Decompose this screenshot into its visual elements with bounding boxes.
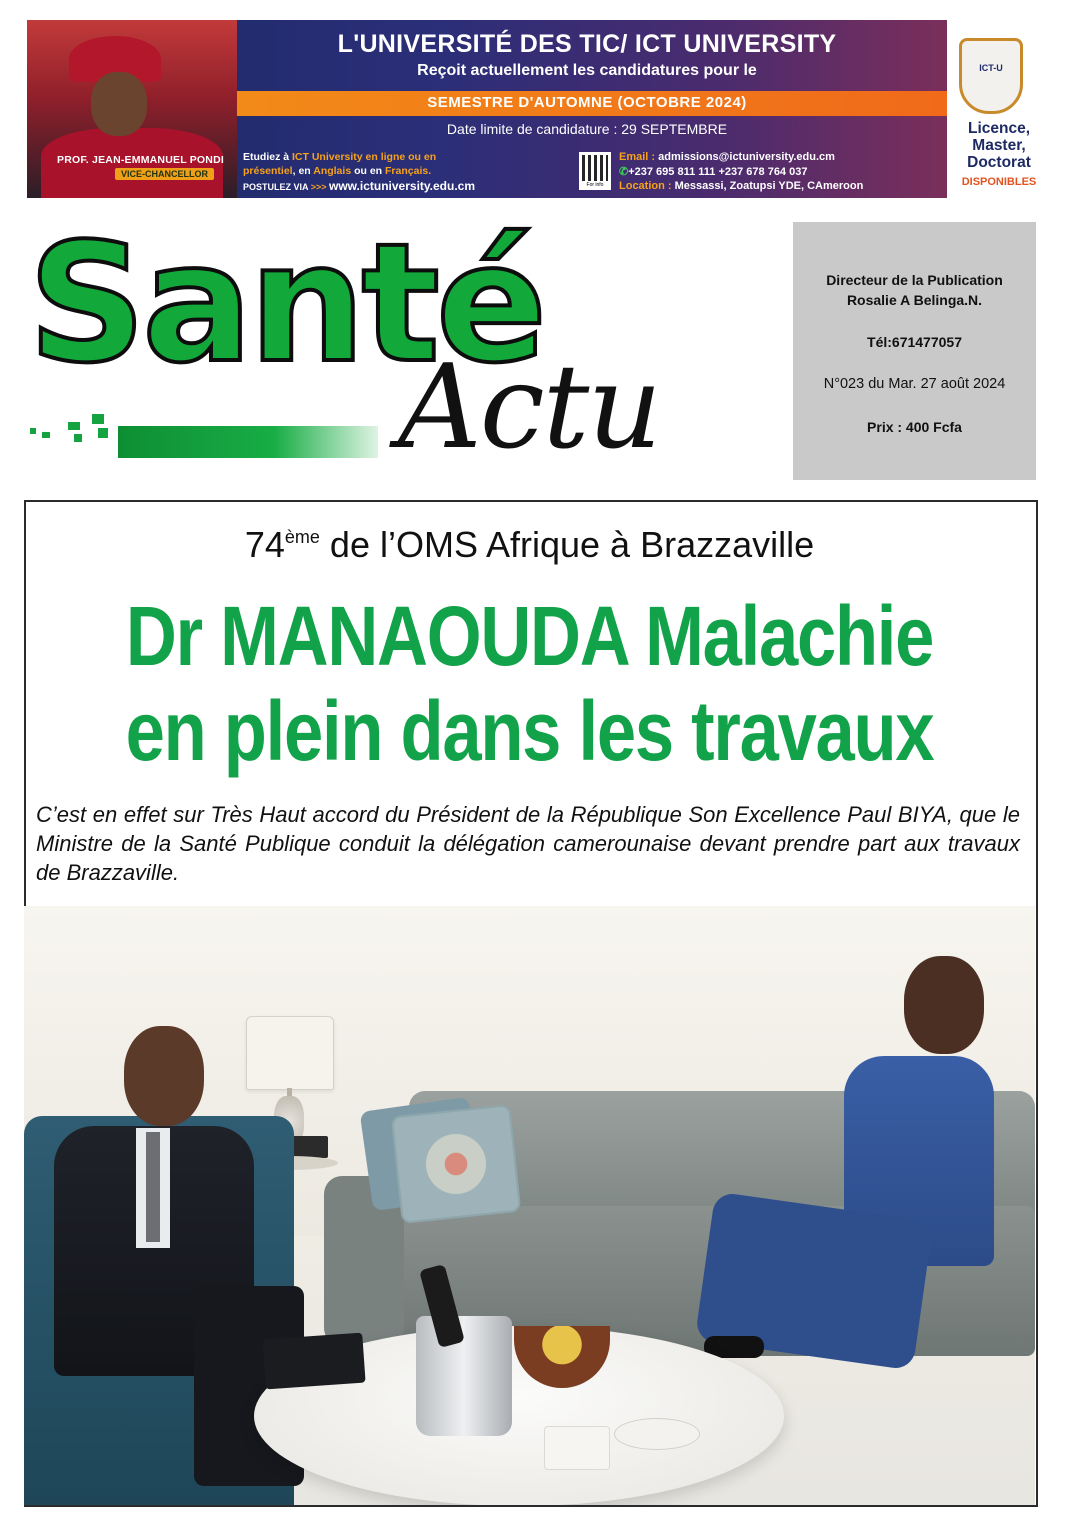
ad-study-2a: présentiel [243, 165, 293, 177]
qr-code-pattern [582, 155, 608, 181]
photo-ice-bucket [416, 1316, 512, 1436]
logo-green-bar [118, 426, 378, 458]
ad-title: L'UNIVERSITÉ DES TIC/ ICT UNIVERSITY [337, 30, 837, 58]
university-crest-icon [959, 38, 1023, 114]
photo-person-right-head [904, 956, 984, 1054]
qr-code-label: For info [586, 182, 604, 188]
headline-line-1: Dr MANAOUDA Malachie [125, 589, 934, 683]
photo-pillow-floral [391, 1104, 522, 1224]
ad-website-link[interactable]: www.ictuniversity.edu.cm [328, 179, 476, 193]
ad-degree-1: Licence, [967, 120, 1031, 137]
ad-portrait [27, 20, 237, 198]
ad-study-1a: Etudiez à [243, 151, 293, 163]
ad-degrees [947, 120, 1051, 171]
publication-info-box [793, 222, 1036, 480]
ad-deadline: Date limite de candidature : 29 SEPTEMBRE [446, 121, 728, 137]
director-name: Rosalie A Belinga.N. [846, 292, 983, 308]
photo-person-left-head [124, 1026, 204, 1126]
article-lead: C’est en effet sur Très Haut accord du Président de la République Son Excellence Paul BIYA, que le Ministre de la Santé Publique conduit la délégation camerounaise devant prendre part aux travaux de Brazzaville. [36, 802, 1020, 885]
ad-apply [243, 179, 475, 193]
article-kicker [0, 524, 1059, 566]
ad-portrait-face [91, 72, 147, 136]
ad-location-label: Location : [619, 180, 672, 192]
ad-semester: SEMESTRE D'AUTOMNE (OCTOBRE 2024) [427, 94, 747, 111]
ad-banner[interactable] [27, 20, 1054, 198]
headline-line-2: en plein dans les travaux [125, 684, 934, 778]
director-label: Directeur de la Publication [826, 272, 1003, 288]
ad-degree-2: Master, [972, 137, 1026, 154]
photo-tissue-holder [544, 1426, 610, 1470]
logo-pixel-decor [30, 428, 36, 434]
ad-study-1b: ICT University en ligne ou en [292, 151, 437, 163]
ad-study-2d: ou en [351, 165, 386, 177]
ad-person-role: VICE-CHANCELLOR [115, 168, 214, 180]
ad-person-name: PROF. JEAN-EMMANUEL PONDI [57, 154, 224, 166]
kicker-number: 74 [244, 524, 285, 565]
photo-plate [614, 1418, 700, 1450]
ad-contact [619, 150, 863, 194]
ad-subtitle: Reçoit actuellement les candidatures pour le [417, 62, 757, 79]
kicker-superscript: ème [284, 527, 320, 547]
ad-study-text [243, 150, 583, 178]
ad-email-label: Email : [619, 151, 656, 163]
publication-phone: Tél:671477057 [867, 334, 962, 350]
crest-text: ICT-U [979, 63, 1003, 73]
ad-main-panel [27, 20, 947, 198]
kicker-text: de l’OMS Afrique à Brazzaville [319, 524, 815, 565]
photo-person-left-tie [146, 1132, 160, 1242]
logo-pixel-decor [98, 428, 108, 438]
logo-pixel-decor [74, 434, 82, 442]
ad-side-panel [947, 20, 1054, 198]
article-photo [24, 906, 1035, 1505]
photo-lamp-shade [246, 1016, 334, 1090]
logo-actu: Actu [398, 340, 661, 475]
logo-pixel-decor [42, 432, 50, 438]
issue-number: N°023 du Mar. 27 août 2024 [823, 376, 1006, 392]
ad-email[interactable]: admissions@ictuniversity.edu.cm [658, 151, 835, 163]
issue-price: Prix : 400 Fcfa [867, 419, 962, 435]
ad-study-2e: Français. [385, 165, 432, 177]
ad-available: DISPONIBLES [961, 176, 1037, 188]
ad-apply-arrows: >>> [310, 182, 327, 192]
logo-sante: Santé [28, 208, 544, 399]
logo-pixel-decor [92, 414, 104, 424]
director-info [793, 270, 1036, 310]
logo-pixel-decor [68, 422, 80, 430]
ad-apply-label: POSTULEZ VIA [243, 182, 309, 192]
ad-study-2b: , en [292, 165, 314, 177]
ad-location: Messassi, Zoatupsi YDE, CAmeroon [674, 180, 864, 192]
ad-degree-3: Doctorat [967, 154, 1031, 171]
ad-phones: +237 695 811 111 +237 678 764 037 [628, 165, 808, 178]
whatsapp-icon: ✆ [619, 165, 629, 178]
qr-code-icon[interactable] [579, 152, 611, 190]
photo-notebook [262, 1333, 365, 1390]
ad-study-2c: Anglais [313, 165, 352, 177]
